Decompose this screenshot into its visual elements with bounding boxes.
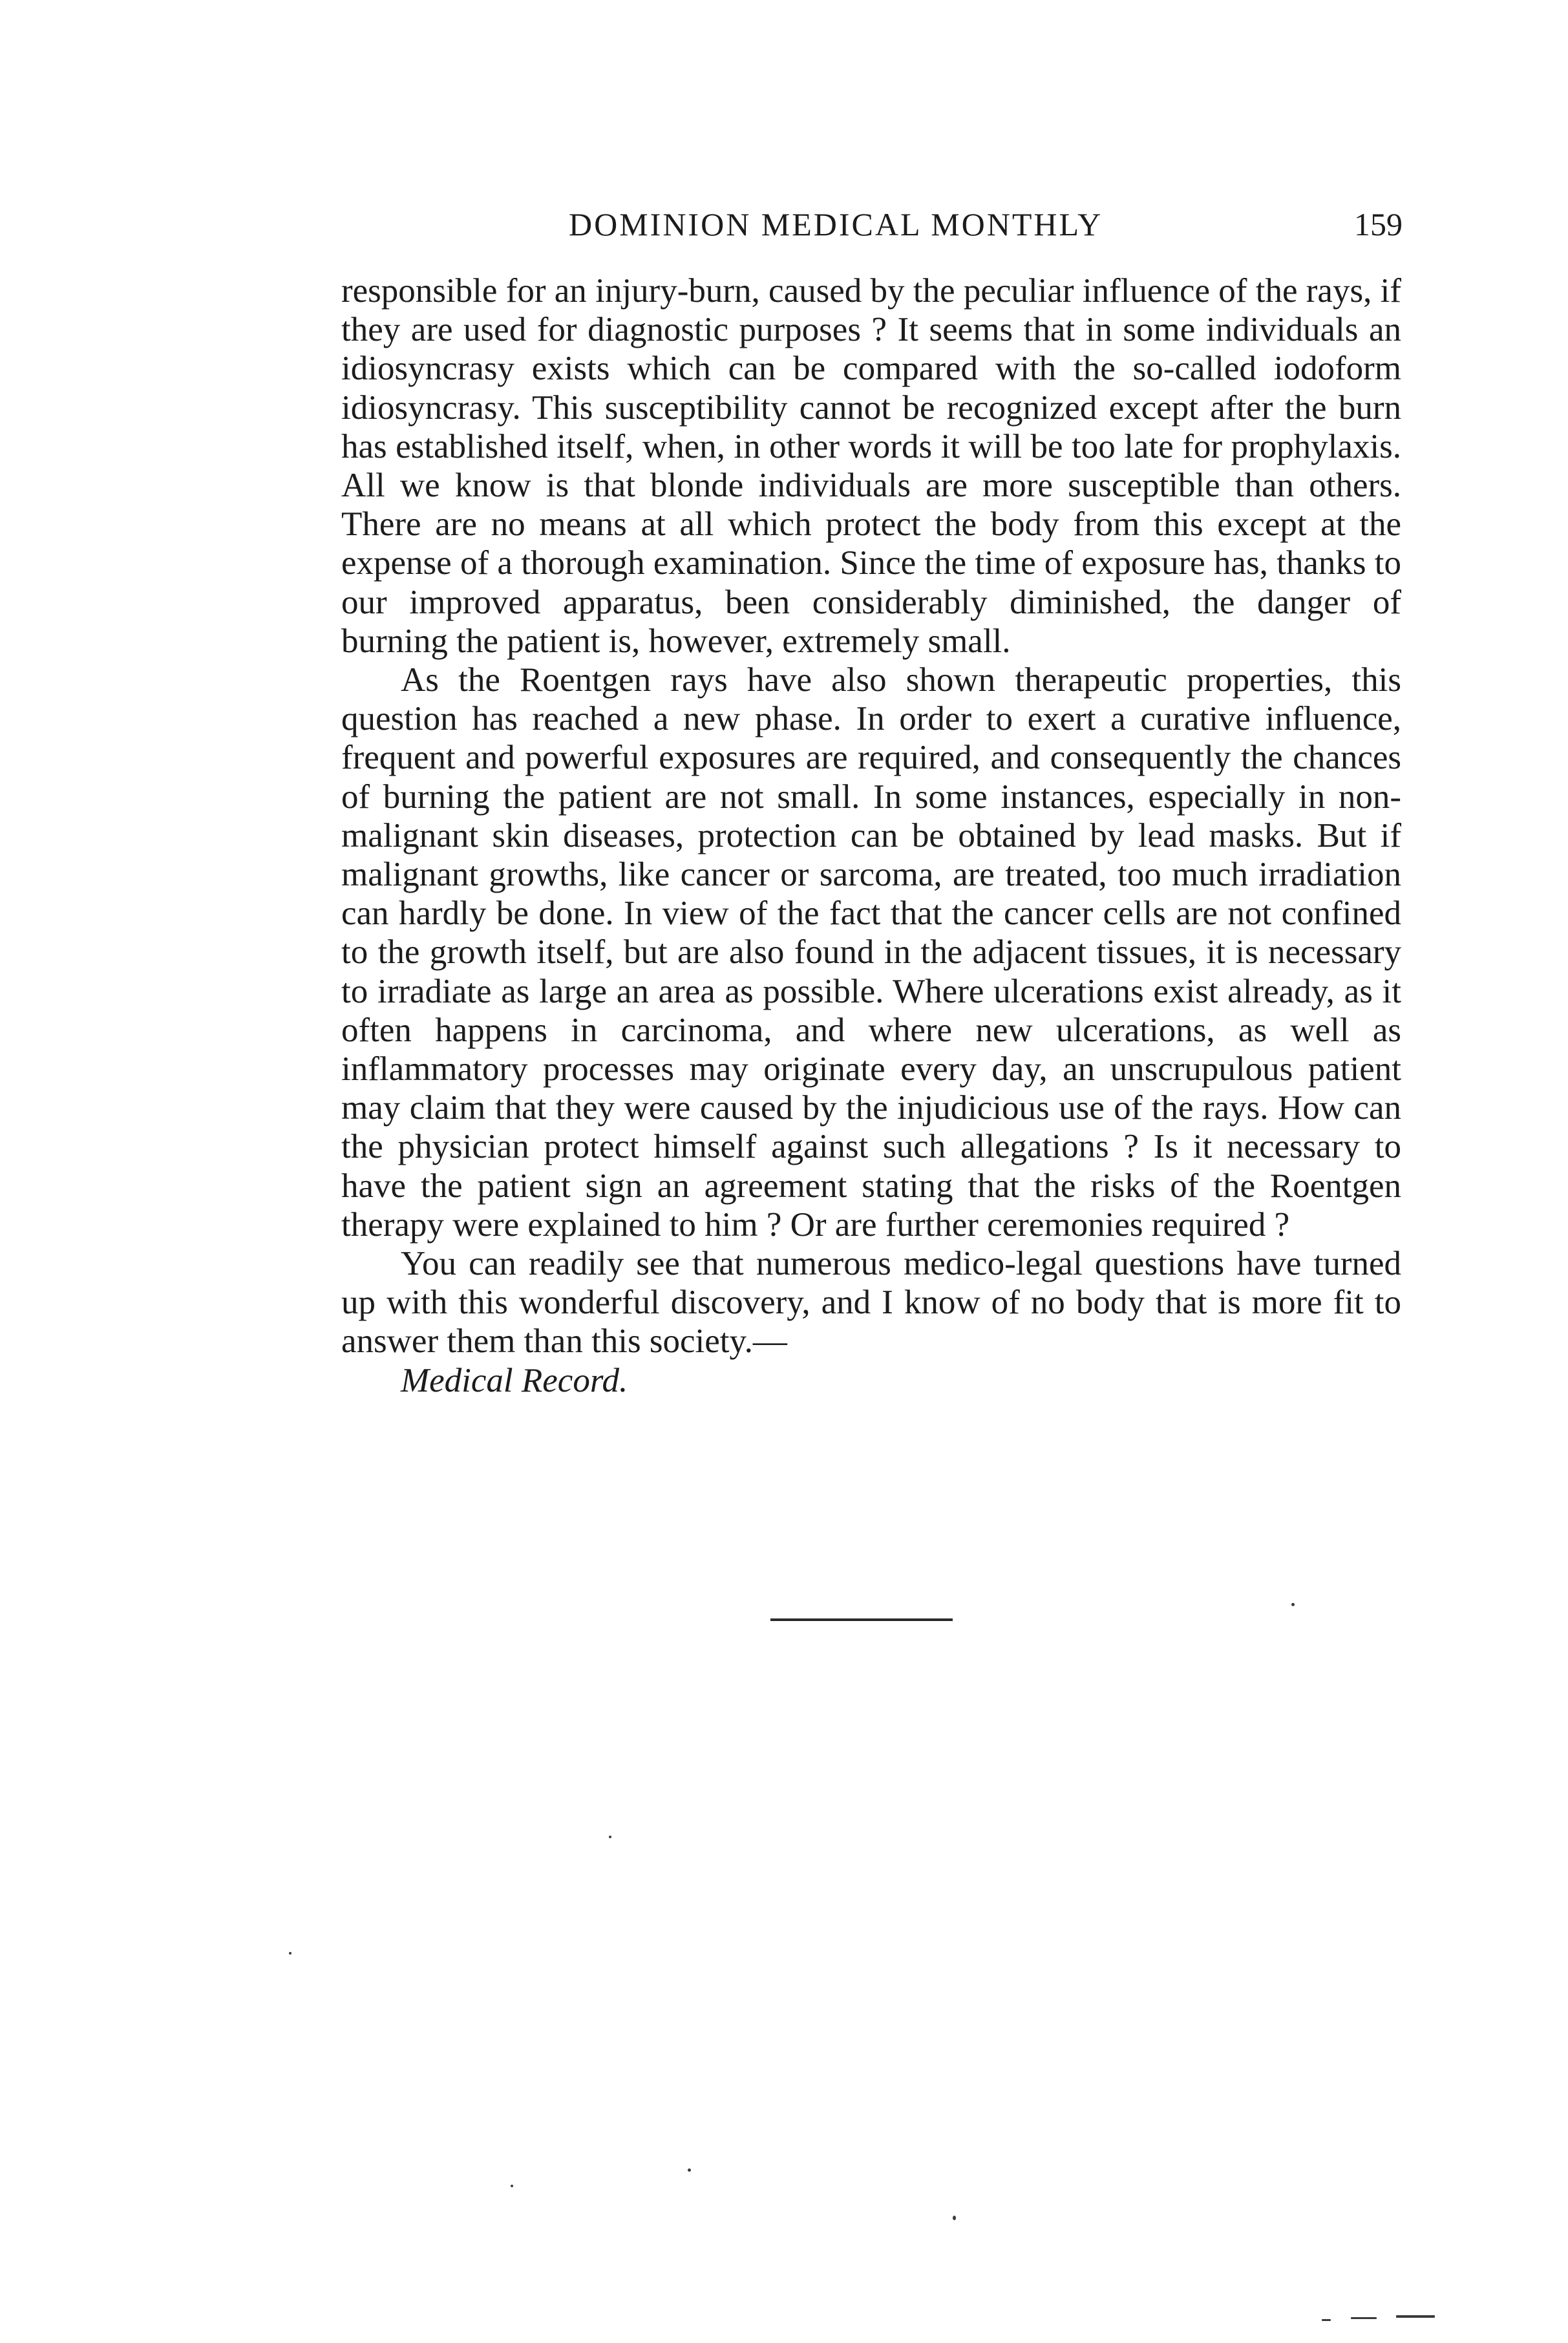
running-head	[336, 206, 1403, 251]
scan-speck	[1351, 2317, 1377, 2319]
scan-speck	[289, 1952, 291, 1955]
paragraph-3: You can readily see that numerous medico-legal questions have turned up with this wonderful discovery, and I know of no body that is more fit to answer them than this society.—	[341, 1245, 1401, 1361]
section-divider	[770, 1618, 953, 1621]
scan-speck	[609, 1836, 611, 1838]
scan-speck	[1322, 2319, 1331, 2321]
scan-speck	[1396, 2315, 1435, 2318]
journal-title: DOMINION MEDICAL MONTHLY	[569, 206, 1103, 242]
source-citation: Medical Record.	[401, 1361, 628, 1399]
page-number: 159	[1354, 206, 1403, 242]
scan-speck	[1291, 1603, 1295, 1606]
paragraph-2: As the Roentgen rays have also shown therapeutic properties, this question has reached a new phase. In order to exert a curative influence, frequent and powerful exposures are required, and consequently the chances of burning the patient are not small. In some instances, especially in non-malignant skin diseases, protection can be obtained by lead masks. But if malignant growths, like cancer or sarcoma, are treated, too much irradiation can hardly be done. In view of the fact that the cancer cells are not confined to the growth itself, but are also found in the adjacent tissues, it is necessary to irradiate as large an area as possible. Where ulcerations exist already, as it often happens in carcinoma, and where new ulcerations, as well as inflammatory processes may originate every day, an unscrupulous patient may claim that they were caused by the injudicious use of the rays. How can the physician protect himself against such allegations ? Is it necessary to have the patient sign an agreement stating that the risks of the Roentgen therapy were explained to him ? Or are further ceremonies required ?	[341, 661, 1401, 1244]
scan-speck	[688, 2168, 691, 2172]
scan-speck	[953, 2216, 956, 2220]
article-body	[341, 271, 1401, 1400]
paragraph-1: responsible for an injury-burn, caused by the peculiar influence of the rays, if they are used for diagnostic purposes ? It seems that in some individuals an idiosyncrasy exists which can be compared with the so-called iodoform idiosyncrasy. This susceptibility cannot be recognized except after the burn has established itself, when, in other words it will be too late for prophylaxis. All we know is that blonde individuals are more susceptible than others. There are no means at all which protect the body from this except at the expense of a thorough examination. Since the time of exposure has, thanks to our improved apparatus, been considerably diminished, the danger of burning the patient is, however, extremely small.	[341, 272, 1401, 660]
scan-speck	[511, 2185, 513, 2187]
